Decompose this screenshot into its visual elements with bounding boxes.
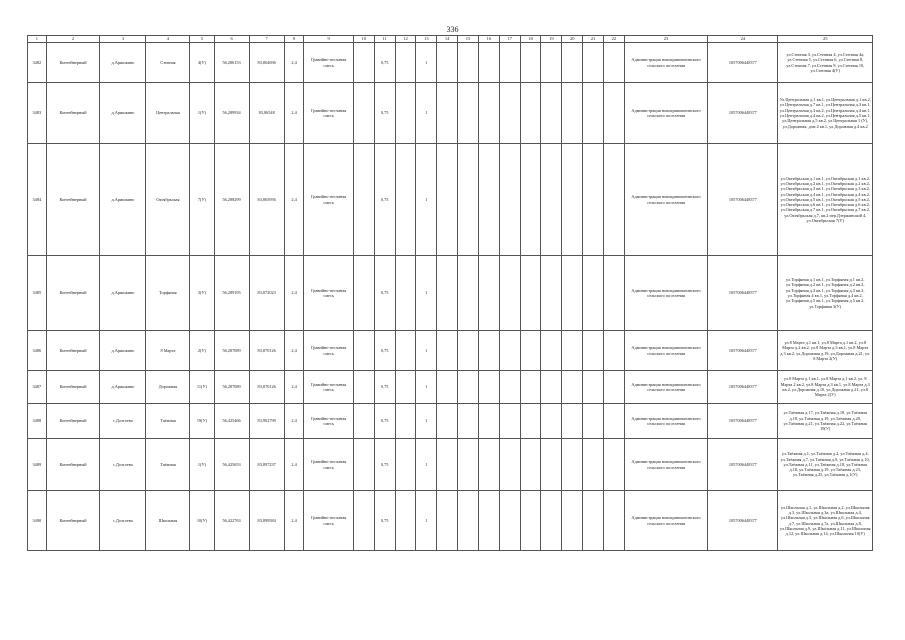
empty-cell	[478, 331, 499, 371]
street-cell: Степная	[146, 43, 190, 83]
table-row	[28, 371, 873, 404]
owner-cell: Администрация новокривошеинского сельского поселения	[624, 371, 707, 404]
area-cell: 2,4	[284, 331, 304, 371]
column-number-cell: 18	[520, 36, 541, 43]
longitude-cell: 83,870126	[249, 371, 284, 404]
empty-cell	[458, 439, 479, 491]
empty-cell	[478, 371, 499, 404]
row-number-cell: 3485	[28, 256, 47, 331]
empty-cell	[520, 331, 541, 371]
longitude-cell: 83,864696	[249, 43, 284, 83]
column-number-cell: 22	[603, 36, 624, 43]
container-volume-cell: 0,75	[374, 256, 395, 331]
longitude-cell: 83,86548	[249, 83, 284, 144]
owner-cell: Администрация новокривошеинского сельского поселения	[624, 439, 707, 491]
empty-cell	[541, 491, 562, 551]
column-number-cell: 12	[395, 36, 416, 43]
empty-cell	[395, 256, 416, 331]
site-type-cell: Контейнерный	[46, 331, 100, 371]
empty-cell	[353, 144, 374, 256]
site-type-cell: Контейнерный	[46, 404, 100, 439]
container-count-cell: 1	[416, 83, 437, 144]
empty-cell	[541, 256, 562, 331]
served-addresses-cell: ул.Торфяная д.1 кв.1, ул.Торфяная д.1 кв.2, ул.Торфяная д.2 кв.1, ул.Торфяная д.2 кв.2, ул.Торфяная д.3 кв.1, ул.Торфяная д.3 кв.2, ул.Торфяная 4 кв.1, ул.Торфяная д.4 кв.2, ул.Торфяная д.5 кв.1, ул.Торфяная д.5 кв.2, ул.Торфяная 3(У)	[778, 256, 873, 331]
house-number-cell: 19(У)	[190, 404, 214, 439]
empty-cell	[520, 491, 541, 551]
settlement-cell: с.Долгоево	[100, 439, 146, 491]
container-volume-cell: 0,75	[374, 439, 395, 491]
longitude-cell: 83,897237	[249, 439, 284, 491]
empty-cell	[562, 491, 583, 551]
owner-cell: Администрация новокривошеинского сельского поселения	[624, 491, 707, 551]
site-type-cell: Контейнерный	[46, 144, 100, 256]
owner-cell: Администрация новокривошеинского сельского поселения	[624, 331, 707, 371]
ogrn-cell: 1057006448377	[708, 256, 778, 331]
area-cell: 2,4	[284, 256, 304, 331]
street-cell: Дорожная	[146, 371, 190, 404]
container-volume-cell: 0,75	[374, 371, 395, 404]
empty-cell	[353, 331, 374, 371]
empty-cell	[437, 144, 458, 256]
empty-cell	[583, 439, 604, 491]
house-number-cell: 7(У)	[190, 144, 214, 256]
empty-cell	[458, 491, 479, 551]
empty-cell	[499, 144, 520, 256]
surface-cell: Гравийно-песчаная смесь	[304, 371, 353, 404]
empty-cell	[541, 331, 562, 371]
empty-cell	[353, 83, 374, 144]
site-type-cell: Контейнерный	[46, 371, 100, 404]
container-count-cell: 1	[416, 256, 437, 331]
empty-cell	[541, 404, 562, 439]
container-count-cell: 1	[416, 439, 437, 491]
empty-cell	[603, 439, 624, 491]
container-count-cell: 1	[416, 404, 437, 439]
empty-cell	[603, 144, 624, 256]
row-number-cell: 3482	[28, 43, 47, 83]
table-row	[28, 43, 873, 83]
surface-cell: Гравийно-песчаная смесь	[304, 144, 353, 256]
empty-cell	[541, 43, 562, 83]
register-table	[27, 35, 873, 551]
empty-cell	[437, 256, 458, 331]
empty-cell	[583, 331, 604, 371]
empty-cell	[437, 43, 458, 83]
surface-cell: Гравийно-песчаная смесь	[304, 43, 353, 83]
empty-cell	[603, 404, 624, 439]
empty-cell	[353, 491, 374, 551]
house-number-cell: 4(У)	[190, 43, 214, 83]
ogrn-cell: 1057006448377	[708, 404, 778, 439]
column-number-cell: 3	[100, 36, 146, 43]
column-number-cell: 6	[214, 36, 249, 43]
street-cell: 8 Марта	[146, 331, 190, 371]
column-number-cell: 1	[28, 36, 47, 43]
area-cell: 2,4	[284, 371, 304, 404]
row-number-cell: 3490	[28, 491, 47, 551]
empty-cell	[583, 144, 604, 256]
empty-cell	[395, 331, 416, 371]
empty-cell	[520, 256, 541, 331]
ogrn-cell: 1057006448377	[708, 331, 778, 371]
served-addresses-cell: ул.Октябрьская д.1 кв.1, ул.Октябрьская д.1 кв.2, ул.Октябрьская д.2 кв.1, ул.Октябрьская д.2 кв.2, ул.Октябрьская д.3 кв.1, ул.Октябрьская д.3 кв.2, ул.Октябрьская д.4 кв.1, ул.Октябрьская д.4 кв.2, ул.Октябрьская д.5 кв.1, ул.Октябрьская д.5 кв.2, ул.Октябрьская д.6 кв.1, ул.Октябрьская д.6 кв.2, ул.Октябрьская д.7 кв.1, ул.Октябрьская д.7 кв.2, ул.Октябрьская д.7, кв.2 пер.Дзержинский 4, ул.Октябрьская 7(У)	[778, 144, 873, 256]
empty-cell	[437, 371, 458, 404]
column-number-cell: 4	[146, 36, 190, 43]
empty-cell	[458, 256, 479, 331]
empty-cell	[499, 404, 520, 439]
area-cell: 2,4	[284, 491, 304, 551]
container-volume-cell: 0,75	[374, 83, 395, 144]
house-number-cell: 2(У)	[190, 331, 214, 371]
site-type-cell: Контейнерный	[46, 83, 100, 144]
empty-cell	[437, 83, 458, 144]
served-addresses-cell: ул.Школьная д.1, ул.Школьная д.2, ул.Школьная д.3, ул.Школьная д.3а, ул.Школьная д.4, ул.Школьная д.5, ул.Школьная д.6, ул.Школьная д.7, ул.Школьная д.7а, ул.Школьная д.8, ул.Школьная д.9, ул.Школьная д.11, ул.Школьная д.12, ул.Школьная д.14, ул.Школьная 10(У)	[778, 491, 873, 551]
settlement-cell: д.Аришкино	[100, 331, 146, 371]
latitude-cell: 56,289195	[214, 256, 249, 331]
empty-cell	[499, 491, 520, 551]
column-number-cell: 16	[478, 36, 499, 43]
table-row	[28, 491, 873, 551]
empty-cell	[541, 371, 562, 404]
column-number-cell: 20	[562, 36, 583, 43]
owner-cell: Администрация новокривошеинского сельского поселения	[624, 43, 707, 83]
latitude-cell: 56,425466	[214, 404, 249, 439]
empty-cell	[478, 144, 499, 256]
surface-cell: Гравийно-песчаная смесь	[304, 331, 353, 371]
street-cell: Таёжная	[146, 404, 190, 439]
longitude-cell: 83,902799	[249, 404, 284, 439]
row-number-cell: 3487	[28, 371, 47, 404]
empty-cell	[353, 404, 374, 439]
column-number-cell: 23	[624, 36, 707, 43]
empty-cell	[499, 371, 520, 404]
area-cell: 2,4	[284, 439, 304, 491]
empty-cell	[583, 256, 604, 331]
empty-cell	[458, 83, 479, 144]
column-number-cell: 25	[778, 36, 873, 43]
latitude-cell: 56,287089	[214, 371, 249, 404]
empty-cell	[395, 491, 416, 551]
empty-cell	[353, 439, 374, 491]
empty-cell	[583, 491, 604, 551]
area-cell: 2,4	[284, 83, 304, 144]
row-number-cell: 3486	[28, 331, 47, 371]
column-number-cell: 19	[541, 36, 562, 43]
ogrn-cell: 1057006448377	[708, 144, 778, 256]
empty-cell	[562, 83, 583, 144]
empty-cell	[395, 144, 416, 256]
street-cell: Октябрьская	[146, 144, 190, 256]
empty-cell	[583, 83, 604, 144]
area-cell: 2,4	[284, 144, 304, 256]
surface-cell: Гравийно-песчаная смесь	[304, 256, 353, 331]
empty-cell	[437, 331, 458, 371]
house-number-cell: 1(У)	[190, 439, 214, 491]
settlement-cell: д.Аришкино	[100, 371, 146, 404]
empty-cell	[583, 371, 604, 404]
empty-cell	[395, 43, 416, 83]
empty-cell	[541, 144, 562, 256]
page-number: 336	[446, 25, 459, 34]
latitude-cell: 56,422763	[214, 491, 249, 551]
empty-cell	[458, 331, 479, 371]
container-count-cell: 1	[416, 371, 437, 404]
empty-cell	[478, 491, 499, 551]
container-volume-cell: 0,75	[374, 331, 395, 371]
empty-cell	[437, 404, 458, 439]
empty-cell	[499, 43, 520, 83]
settlement-cell: д.Аришкино	[100, 43, 146, 83]
ogrn-cell: 1057006448377	[708, 371, 778, 404]
street-cell: Таёжная	[146, 439, 190, 491]
row-number-cell: 3484	[28, 144, 47, 256]
empty-cell	[478, 256, 499, 331]
empty-cell	[603, 371, 624, 404]
empty-cell	[603, 256, 624, 331]
empty-cell	[478, 83, 499, 144]
area-cell: 2,4	[284, 404, 304, 439]
container-volume-cell: 0,75	[374, 43, 395, 83]
empty-cell	[478, 439, 499, 491]
area-cell: 2,4	[284, 43, 304, 83]
site-type-cell: Контейнерный	[46, 491, 100, 551]
latitude-cell: 56,289934	[214, 83, 249, 144]
empty-cell	[520, 43, 541, 83]
longitude-cell: 83,870126	[249, 331, 284, 371]
empty-cell	[541, 83, 562, 144]
empty-cell	[562, 331, 583, 371]
served-addresses-cell: ул.Таёжная д.1, ул.Таёжная д.2, ул.Таёжная д.4, ул.Таёжная д.7, ул.Таёжная д.9, ул.Таёжная д.10, ул.Таёжная д.11, ул.Таёжная д.18, ул.Таёжная д.18, ул.Таёжная д.19, ул.Таёжная д.23, ул.Таёжная д.25, ул.Таёжная д.1(У)	[778, 439, 873, 491]
empty-cell	[395, 83, 416, 144]
empty-cell	[353, 371, 374, 404]
empty-cell	[562, 404, 583, 439]
empty-cell	[603, 43, 624, 83]
column-number-cell: 9	[304, 36, 353, 43]
empty-cell	[458, 404, 479, 439]
container-volume-cell: 0,75	[374, 491, 395, 551]
column-number-cell: 21	[583, 36, 604, 43]
container-volume-cell: 0,75	[374, 404, 395, 439]
empty-cell	[603, 491, 624, 551]
empty-cell	[353, 256, 374, 331]
settlement-cell: д.Аришкино	[100, 256, 146, 331]
empty-cell	[499, 331, 520, 371]
empty-cell	[478, 43, 499, 83]
empty-cell	[520, 439, 541, 491]
served-addresses-cell: ул.Степная 3, ул.Степная 4, ул.Степная 4а, ул.Степная 5, ул.Степная 6, ул.Степная 8, ул.Степная 7, ул.Степная 9, ул.Степная 10, ул.Степная 4(У)	[778, 43, 873, 83]
empty-cell	[603, 331, 624, 371]
column-number-cell: 8	[284, 36, 304, 43]
empty-cell	[583, 43, 604, 83]
site-type-cell: Контейнерный	[46, 439, 100, 491]
street-cell: Школьная	[146, 491, 190, 551]
house-number-cell: 10(У)	[190, 491, 214, 551]
longitude-cell: 83,865956	[249, 144, 284, 256]
settlement-cell: с.Долгоево	[100, 404, 146, 439]
empty-cell	[395, 371, 416, 404]
house-number-cell: 3(У)	[190, 256, 214, 331]
column-number-cell: 14	[437, 36, 458, 43]
surface-cell: Гравийно-песчаная смесь	[304, 83, 353, 144]
empty-cell	[395, 439, 416, 491]
column-number-cell: 2	[46, 36, 100, 43]
empty-cell	[541, 439, 562, 491]
empty-cell	[499, 83, 520, 144]
column-number-cell: 13	[416, 36, 437, 43]
empty-cell	[458, 144, 479, 256]
empty-cell	[520, 83, 541, 144]
empty-cell	[395, 404, 416, 439]
surface-cell: Гравийно-песчаная смесь	[304, 404, 353, 439]
column-number-cell: 11	[374, 36, 395, 43]
empty-cell	[478, 404, 499, 439]
column-number-row	[28, 36, 873, 43]
empty-cell	[499, 439, 520, 491]
empty-cell	[458, 371, 479, 404]
table-row	[28, 256, 873, 331]
empty-cell	[562, 439, 583, 491]
container-count-cell: 1	[416, 144, 437, 256]
container-count-cell: 1	[416, 331, 437, 371]
owner-cell: Администрация новокривошеинского сельского поселения	[624, 256, 707, 331]
site-type-cell: Контейнерный	[46, 256, 100, 331]
surface-cell: Гравийно-песчаная смесь	[304, 491, 353, 551]
served-addresses-cell: ул.8 Марта д.1 кв.1, ул.8 Марта д.1 кв.2, ул. 8 Марта 2 кв.2, ул.8 Марта д.3 кв.1, ул.8 Марта д.3 кв.2, ул.Дорожная д.10, ул.Дорожная д.21, ул.8 Марта 2(У)	[778, 371, 873, 404]
served-addresses-cell: ул.Таёжная д.17, ул.Таёжная д.18, ул.Таёжная д.18, ул.Таёжная д.19, ул.Таёжная д.20, ул.Таёжная д.21, ул.Таёжная д.22, ул.Таёжная 19(У)	[778, 404, 873, 439]
settlement-cell: д.Аришкино	[100, 83, 146, 144]
table-row	[28, 404, 873, 439]
empty-cell	[562, 144, 583, 256]
settlement-cell: д.Аришкино	[100, 144, 146, 256]
row-number-cell: 3483	[28, 83, 47, 144]
column-number-cell: 5	[190, 36, 214, 43]
column-number-cell: 15	[458, 36, 479, 43]
table-row	[28, 331, 873, 371]
served-addresses-cell: ул.8 Марта д.1 кв.1, ул.8 Марта д.1 кв.2, ул.8 Марта д.2 кв.2, ул.8 Марта д.3 кв.1, ул.8 Марта д.3 кв.2, ул.Дорожная д.19, ул.Дорожная д.21, ул. 8 Марта 2(У)	[778, 331, 873, 371]
empty-cell	[603, 83, 624, 144]
house-number-cell: 11(У)	[190, 371, 214, 404]
ogrn-cell: 1057006448377	[708, 491, 778, 551]
owner-cell: Администрация новокривошеинского сельского поселения	[624, 83, 707, 144]
column-number-cell: 7	[249, 36, 284, 43]
column-number-cell: 10	[353, 36, 374, 43]
table-row	[28, 83, 873, 144]
street-cell: Центральная	[146, 83, 190, 144]
column-number-cell: 17	[499, 36, 520, 43]
row-number-cell: 3489	[28, 439, 47, 491]
house-number-cell: 1(У)	[190, 83, 214, 144]
owner-cell: Администрация новокривошеинского сельского поселения	[624, 144, 707, 256]
surface-cell: Гравийно-песчаная смесь	[304, 439, 353, 491]
empty-cell	[499, 256, 520, 331]
owner-cell: Администрация новокривошеинского сельского поселения	[624, 404, 707, 439]
served-addresses-cell: Ул.Центральная д.1 кв.1, ул.Центральная д.1 кв.2, ул.Центральная д.7 кв.1, ул.Центральная д.3 кв.1, ул.Центральная д.3 кв.2, ул.Центральная д.4 кв.1, ул.Центральная д.4 кв.2, ул.Центральная д.5 кв.1, ул.Центральная д.5 кв.2, ул.Центральная 1 (У), ул.Дорожная, дом 4 кв.1, ул.Дорожная д.4 кв.2	[778, 83, 873, 144]
empty-cell	[520, 404, 541, 439]
empty-cell	[437, 491, 458, 551]
ogrn-cell: 1057006448377	[708, 83, 778, 144]
empty-cell	[353, 43, 374, 83]
empty-cell	[437, 439, 458, 491]
settlement-cell: с.Долгоево	[100, 491, 146, 551]
empty-cell	[562, 256, 583, 331]
latitude-cell: 56,287089	[214, 331, 249, 371]
container-count-cell: 1	[416, 43, 437, 83]
empty-cell	[583, 404, 604, 439]
row-number-cell: 3488	[28, 404, 47, 439]
ogrn-cell: 1057006448377	[708, 43, 778, 83]
site-type-cell: Контейнерный	[46, 43, 100, 83]
latitude-cell: 56,288299	[214, 144, 249, 256]
empty-cell	[562, 371, 583, 404]
latitude-cell: 56,286153	[214, 43, 249, 83]
latitude-cell: 56,425653	[214, 439, 249, 491]
empty-cell	[520, 371, 541, 404]
empty-cell	[562, 43, 583, 83]
container-volume-cell: 0,75	[374, 144, 395, 256]
table-row	[28, 439, 873, 491]
table-row	[28, 144, 873, 256]
longitude-cell: 83,872023	[249, 256, 284, 331]
empty-cell	[458, 43, 479, 83]
street-cell: Торфяная	[146, 256, 190, 331]
longitude-cell: 83,899584	[249, 491, 284, 551]
empty-cell	[520, 144, 541, 256]
container-count-cell: 1	[416, 491, 437, 551]
column-number-cell: 24	[708, 36, 778, 43]
ogrn-cell: 1057006448377	[708, 439, 778, 491]
